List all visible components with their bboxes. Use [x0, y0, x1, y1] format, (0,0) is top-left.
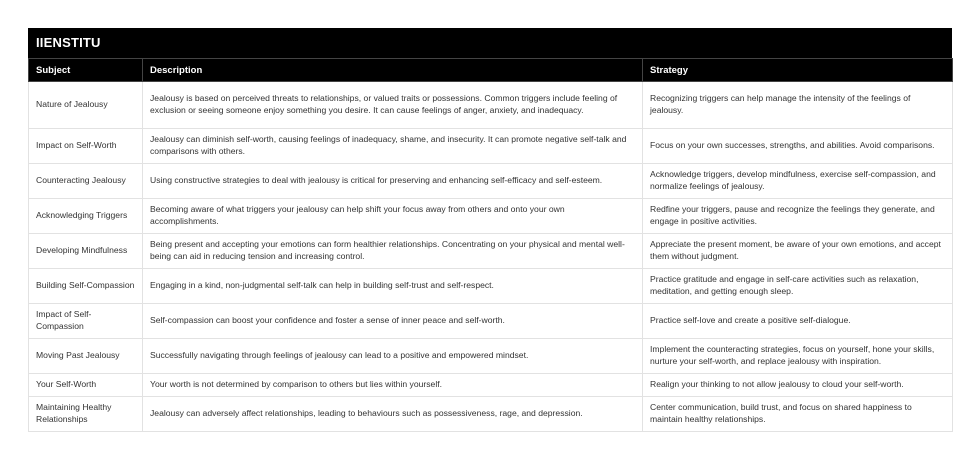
table-row [29, 234, 953, 269]
row-description: Self-compassion can boost your confidence and foster a sense of inner peace and self-worth. [143, 304, 643, 339]
row-description: Being present and accepting your emotions can form healthier relationships. Concentrating on your physical and mental well-being can aid in reducing tension and increasing control. [143, 234, 643, 269]
table-row [29, 339, 953, 374]
row-description: Jealousy is based on perceived threats to relationships, or valued traits or possessions. Common triggers include feeling of exclusion or seeing someone enjoy something you desire. It can cause feelings of anger, anxiety, and inadequacy. [143, 82, 643, 129]
row-description: Becoming aware of what triggers your jealousy can help shift your focus away from others and onto your own accomplishments. [143, 199, 643, 234]
row-subject: Maintaining Healthy Relationships [29, 397, 143, 432]
table-row [29, 304, 953, 339]
row-subject: Impact of Self-Compassion [29, 304, 143, 339]
row-subject: Building Self-Compassion [29, 269, 143, 304]
row-subject: Nature of Jealousy [29, 82, 143, 129]
row-strategy: Center communication, build trust, and focus on shared happiness to maintain healthy relationships. [643, 397, 953, 432]
row-subject: Developing Mindfulness [29, 234, 143, 269]
row-description: Jealousy can adversely affect relationships, leading to behaviours such as possessiveness, rage, and depression. [143, 397, 643, 432]
row-strategy: Redfine your triggers, pause and recognize the feelings they generate, and engage in positive activities. [643, 199, 953, 234]
row-description: Engaging in a kind, non-judgmental self-talk can help in building self-trust and self-respect. [143, 269, 643, 304]
table-row [29, 82, 953, 129]
row-description: Your worth is not determined by comparison to others but lies within yourself. [143, 374, 643, 397]
table-row [29, 129, 953, 164]
table-row [29, 269, 953, 304]
header-strategy: Strategy [643, 59, 953, 82]
row-strategy: Realign your thinking to not allow jealousy to cloud your self-worth. [643, 374, 953, 397]
table-header-row [29, 59, 953, 82]
header-subject: Subject [29, 59, 143, 82]
row-strategy: Appreciate the present moment, be aware of your own emotions, and accept them without judgment. [643, 234, 953, 269]
header-description: Description [143, 59, 643, 82]
row-subject: Your Self-Worth [29, 374, 143, 397]
row-strategy: Practice self-love and create a positive self-dialogue. [643, 304, 953, 339]
row-subject: Impact on Self-Worth [29, 129, 143, 164]
row-strategy: Implement the counteracting strategies, focus on yourself, hone your skills, nurture your self-worth, and replace jealousy with inspiration. [643, 339, 953, 374]
content-table [28, 58, 953, 432]
table-row [29, 199, 953, 234]
table-row [29, 164, 953, 199]
table-title: IIENSTITU [28, 28, 952, 58]
row-description: Successfully navigating through feelings of jealousy can lead to a positive and empowered mindset. [143, 339, 643, 374]
table-row [29, 397, 953, 432]
row-description: Using constructive strategies to deal with jealousy is critical for preserving and enhancing self-efficacy and self-esteem. [143, 164, 643, 199]
row-strategy: Focus on your own successes, strengths, and abilities. Avoid comparisons. [643, 129, 953, 164]
row-subject: Counteracting Jealousy [29, 164, 143, 199]
row-strategy: Acknowledge triggers, develop mindfulness, exercise self-compassion, and normalize feelings of jealousy. [643, 164, 953, 199]
content-table-container [28, 28, 952, 432]
row-strategy: Recognizing triggers can help manage the intensity of the feelings of jealousy. [643, 82, 953, 129]
row-subject: Acknowledging Triggers [29, 199, 143, 234]
row-strategy: Practice gratitude and engage in self-care activities such as relaxation, meditation, and getting enough sleep. [643, 269, 953, 304]
table-row [29, 374, 953, 397]
row-subject: Moving Past Jealousy [29, 339, 143, 374]
row-description: Jealousy can diminish self-worth, causing feelings of inadequacy, shame, and insecurity. It can promote negative self-talk and comparisons with others. [143, 129, 643, 164]
